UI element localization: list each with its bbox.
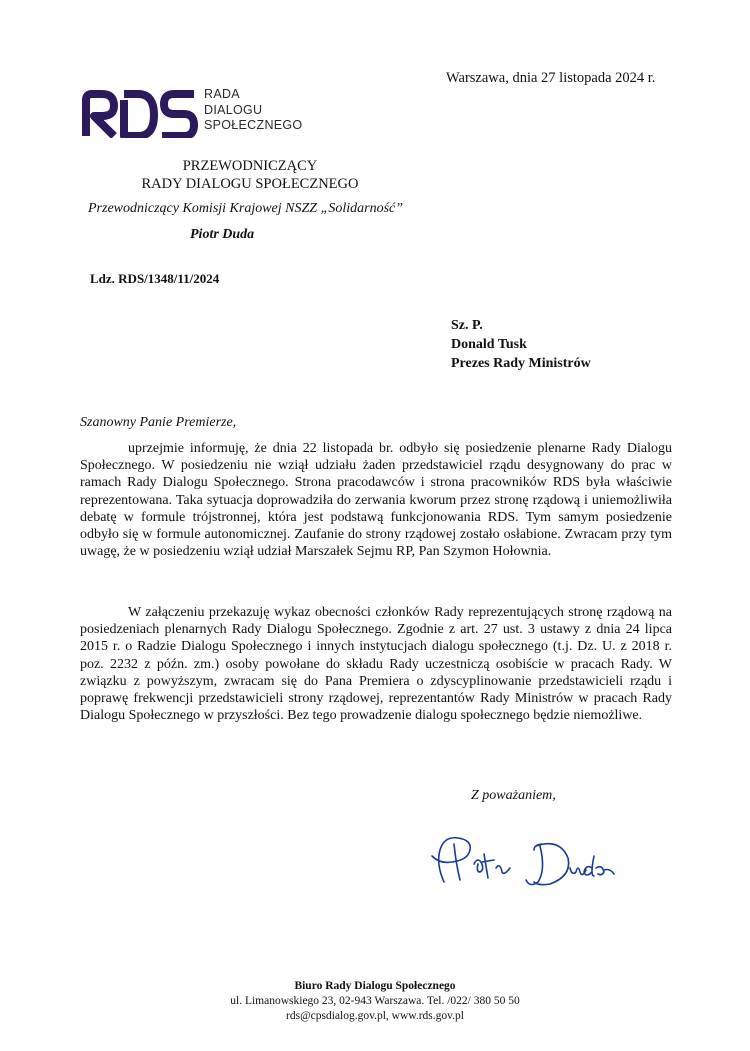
sender-title-line2: RADY DIALOGU SPOŁECZNEGO (141, 176, 359, 192)
footer-title: Biuro Rady Dialogu Społecznego (294, 980, 456, 992)
footer-address: ul. Limanowskiego 23, 02-943 Warszawa. Tel. /022/ 380 50 50 (230, 995, 520, 1007)
logo-line-rada: RADA (204, 87, 240, 101)
sender-title (100, 157, 400, 193)
closing: Z poważaniem, (471, 788, 556, 803)
recipient-block (451, 316, 591, 373)
body-paragraph-2: W załączeniu przekazuję wykaz obecności członków Rady reprezentujących stronę rządową na posiedzeniach plenarnych Rady Dialogu Społecznego. Zgodnie z art. 27 ust. 3 ustawy z dnia 24 lipca 2015 r. o Radzie Dialogu Społecznego i innych instytucjach dialogu społecznego (t.j. Dz. U. z 2018 r. poz. 2232 z późn. zm.) osoby powołane do składu Rady uczestniczą osobiście w pracach Rady. W związku z powyższym, zwracam się do Pana Premiera o zdyscyplinowanie przedstawicieli rządu i poprawę frekwencji przedstawicieli strony rządowej, reprezentantów Rady Ministrów w pracach Rady Dialogu Społecznego w przyszłości. Bez tego prowadzenie dialogu społecznego będzie niemożliwe. (80, 605, 672, 724)
reference-number: Ldz. RDS/1348/11/2024 (90, 271, 220, 286)
sender-name: Piotr Duda (190, 227, 255, 242)
logo-line-dialogu: DIALOGU (204, 102, 263, 117)
recipient-name: Donald Tusk (451, 337, 527, 352)
body-paragraph-1: uprzejmie informuję, że dnia 22 listopada br. odbyło się posiedzenie plenarne Rady Dialogu Społecznego. W posiedzeniu nie wziął udziału żaden przedstawiciel rządu desygnowany do prac w ramach Rady Dialogu Społecznego. Strona pracodawców i strona pracowników RDS była właściwie reprezentowana. Taka sytuacja doprowadziła do zerwania kworum przez stronę rządową i uniemożliwiła debatę w formule trójstronnej, która jest podstawą funkcjonowania RDS. Tym samym posiedzenie odbyło się w formule autonomicznej. Zaufanie do strony rządowej zostało osłabione. Zwracam przy tym uwagę, że w posiedzeniu wziął udział Marszałek Sejmu RP, Pan Szymon Hołownia. (80, 441, 672, 560)
recipient-line1: Sz. P. (451, 318, 483, 333)
footer (150, 979, 600, 1024)
recipient-position: Prezes Rady Ministrów (451, 356, 591, 371)
rds-logo (80, 84, 340, 144)
logo-line-spolecznego: SPOŁECZNEGO (204, 118, 303, 132)
handwritten-signature (422, 824, 622, 894)
footer-contact: rds@cpsdialog.gov.pl, www.rds.gov.pl (286, 1010, 464, 1022)
logo-wordmark (204, 87, 302, 134)
date-line: Warszawa, dnia 27 listopada 2024 r. (446, 70, 656, 86)
salutation: Szanowny Panie Premierze, (80, 415, 237, 430)
rds-logo-mark (80, 88, 198, 138)
sender-title-line1: PRZEWODNICZĄCY (182, 158, 318, 174)
sender-organization: Przewodniczący Komisji Krajowej NSZZ „Solidarność” (88, 201, 404, 216)
